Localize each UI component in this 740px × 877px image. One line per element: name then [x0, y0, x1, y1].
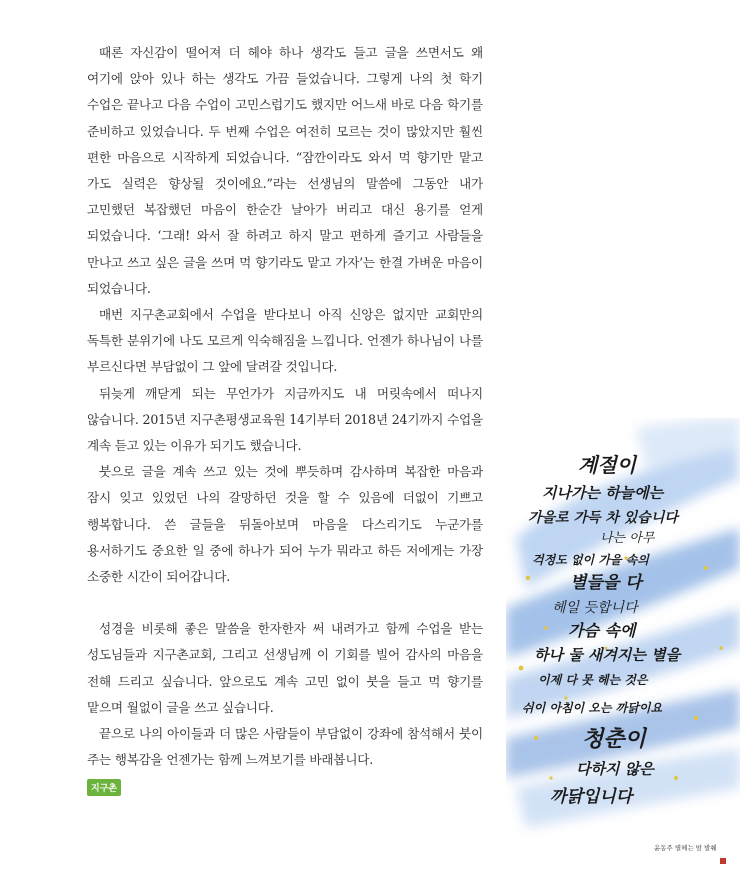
svg-text:이제 다 못 헤는 것은: 이제 다 못 헤는 것은 — [538, 673, 648, 687]
calligraphy-artwork — [506, 418, 740, 877]
paragraph-1: 때론 자신감이 떨어져 더 헤야 하나 생각도 들고 글을 쓰면서도 왜 여기에 앉아 있나 하는 생각도 가끔 들었습니다. 그렇게 나의 첫 학기 수업은 끝나고 다음 수업이 고민스럽기도 했지만 어느새 바로 다음 학기를 준비하고 있었습니다. 두 번째 수업은 여전히 모르는 것이 많았지만 훨씬 편한 마음으로 시작하게 되었습니다. “잠깐이라도 와서 먹 향기만 맡고 가도 실력은 향상될 것이에요.”라는 선생님의 말씀에 그동안 내가 고민했던 복잡했던 마음이 한순간 날아가 버리고 대신 용기를 얻게 되었습니다. ‘그래! 와서 잘 하려고 하지 말고 편하게 즐기고 사람들을 만나고 쓰고 싶은 글을 쓰며 먹 향기라도 맡고 가자’는 한결 가벼운 마음이 되었습니다. — [87, 45, 483, 296]
paragraph-2: 매번 지구촌교회에서 수업을 받다보니 아직 신앙은 없지만 교회만의 독특한 분위기에 나도 모르게 익숙해짐을 느낍니다. 언젠가 하나님이 나를 부르신다면 부담없이 그 앞에 달려갈 것입니다. — [87, 307, 483, 375]
source-badge: 지구촌 — [87, 779, 121, 796]
paragraph-4: 붓으로 글을 계속 쓰고 있는 것에 뿌듯하며 감사하며 복잡한 마음과 잠시 잊고 있었던 나의 갈망하던 것을 할 수 있음에 더없이 기쁘고 행복합니다. 쓴 글들을 뒤돌아보며 마음을 다스리기도 누군가를 용서하기도 중요한 일 중에 하나가 되어 누가 뭐라고 하든 저에게는 가장 소중한 시간이 되어갑니다. — [87, 464, 483, 585]
svg-text:쉬이 아침이 오는 까닭이요: 쉬이 아침이 오는 까닭이요 — [522, 701, 663, 715]
paragraph-3: 뒤늦게 깨닫게 되는 무언가가 지금까지도 내 머릿속에서 떠나지 않습니다. 2015년 지구촌평생교육원 14기부터 2018년 24기까지 수업을 계속 듣고 있는 이유가 되기도 했습니다. — [87, 385, 483, 454]
svg-text:계절이: 계절이 — [578, 453, 636, 477]
svg-text:청춘이: 청춘이 — [582, 726, 646, 752]
paragraph-5: 성경을 비롯해 좋은 말씀을 한자한자 써 내려가고 함께 수업을 받는 성도님들과 지구촌교회, 그리고 선생님께 이 기회를 빌어 감사의 마음을 전해 드리고 싶습니다. 앞으로도 계속 고민 없이 붓을 들고 먹 향기를 맡으며 월없이 글을 쓰고 싶습니다. — [87, 621, 483, 715]
calligraphy-signature: 윤동주 별헤는 밤 발췌 — [654, 844, 717, 852]
svg-text:걱정도 없이 가을 속의: 걱정도 없이 가을 속의 — [532, 553, 649, 567]
svg-text:지나가는 하늘에는: 지나가는 하늘에는 — [542, 484, 664, 502]
svg-text:별들을 다: 별들을 다 — [570, 573, 642, 593]
paragraph-6: 끝으로 나의 아이들과 더 많은 사람들이 부담없이 강좌에 참석해서 붓이 주는 행복감을 언젠가는 함께 느껴보기를 바래봅니다. — [87, 726, 483, 768]
calligraphy-image — [506, 418, 740, 877]
svg-text:가을로 가득 차 있습니다: 가을로 가득 차 있습니다 — [528, 510, 678, 526]
svg-text:하나 둘 새겨지는 별을: 하나 둘 새겨지는 별을 — [534, 646, 681, 664]
seal-stamp — [720, 858, 726, 864]
svg-text:헤일 듯합니다: 헤일 듯합니다 — [552, 600, 638, 616]
svg-text:다하지 않은: 다하지 않은 — [576, 760, 654, 778]
svg-text:까닭입니다: 까닭입니다 — [550, 787, 633, 807]
svg-text:가슴 속에: 가슴 속에 — [568, 621, 636, 640]
svg-text:나는 아무: 나는 아무 — [600, 531, 655, 546]
article-body — [87, 40, 483, 796]
